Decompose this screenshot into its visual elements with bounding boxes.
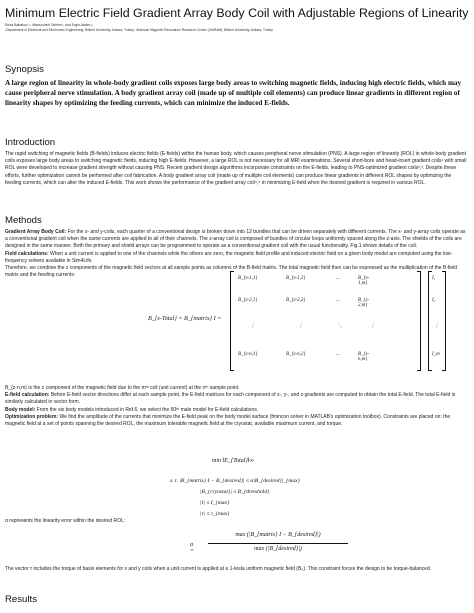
constraints-block — [170, 476, 370, 520]
fraction-bar — [208, 543, 348, 544]
field-calc-text: When a unit current is applied to one of the channels while the others are zero, the magnetic field profile and induced electric field on a given body model are computed using the low-frequency solvers available in Sim4Life. — [5, 250, 453, 264]
equation-lhs: B_{z-Total} = B_{matrix} I = — [148, 315, 222, 322]
body-model-paragraph — [5, 407, 469, 414]
efield-calc-text: Before E-field vector directions differ at each sample point, the E-field matrices for each component of x-, y-, and z-gradients are computed to obtain the total E-field. The total E-field is similarly calculated in vector form. — [5, 392, 456, 406]
gradient-array-text: For the x- and y-coils, each quarter of a conventional design is broken down into 12 bundles that can be driven separately with different currents. The x- and y-array coils operate as a conventional gradient coil when the same currents are applied to all of their channels. The z-array coil is composed of bundles of circular loops uniformly spaced along the z-axis. The shields of the coils are designed in the same manner. Both the primary and shield arrays can be programmed to operate as a conventional gradient coil with the usual functionality. Fig.1 shows details of the coil. — [5, 229, 466, 250]
matrix-cell: ⋯ — [335, 277, 340, 282]
methods-text-block-2 — [5, 385, 469, 428]
optimization-label: Optimization problem: — [5, 413, 59, 420]
body-model-label: Body model: — [5, 406, 36, 413]
matrix-cell: B_{z-2,2} — [286, 298, 306, 303]
field-calc-label: Field calculations: — [5, 250, 49, 257]
matrix-cell: B_{z-2,1} — [238, 298, 258, 303]
matrix-cell: ⋯ — [335, 299, 340, 304]
matrix-cell: B_{z-1,m} — [358, 276, 370, 286]
matrix-cell: B_{z-n,1} — [238, 352, 258, 357]
methods-heading: Methods — [5, 215, 42, 226]
introduction-heading: Introduction — [5, 137, 56, 148]
matrix-cell: ⋮ — [250, 324, 255, 329]
matrix-cell: ⋮ — [370, 324, 375, 329]
objective-function: min ‖E_{Total}‖∞ — [212, 458, 254, 464]
optimization-paragraph — [5, 414, 469, 428]
gradient-array-label: Gradient Array Body Coil: — [5, 229, 67, 235]
efield-calc-label: E-field calculation: — [5, 392, 50, 399]
introduction-text: The rapid switching of magnetic fields (B-fields) induces electric fields (E-fields) within the human body, which causes peripheral nerve stimulation (PNS). A large region of linearity (ROL) in whole-body gradient coils exposes large body areas to switching magnetic fields, inducing high E-fields. However, a large ROL is not necessary for all MRI examinations. Several short-bore and head-insert gradient coils¹ with small ROL were developed to increase gradient strength without causing PNS. Recent gradient design algorithms incorporate constraints on the E-fields, leading to PNS-optimized gradient coils²,³. Despite these efforts, further optimization cannot be performed after coil fabrication. A body gradient array coil (made up of multiple coil elements) can produce linear gradients in different ROL shapes by optimizing the feeding currents, which can alter the induced E-fields. This work shows the performance of the gradient array coil⁴,⁵ in minimizing E-field when the desired gradient is required in various ROL. — [5, 151, 467, 186]
constraint-field-error: s. t. |B_{matrix} I − B_{desired}| ≤ α|B_{desired}|_{max} — [170, 478, 300, 484]
torque-paragraph: The vector τ includes the torque of basis elements for x and y coils when a unit current is applied at a 1-tesla uniform magnetic field (B₀). This constraint forces the design to be torque-balanced. — [5, 566, 432, 572]
efield-calc-paragraph — [5, 392, 469, 406]
alpha-symbol: α = — [190, 542, 195, 554]
alpha-denominator: max (|B_{desired}|) — [254, 546, 302, 552]
matrix-cell: ⋮ — [298, 324, 303, 329]
vector-cell: I₁ — [432, 276, 436, 281]
alpha-numerator: max (|B_{matrix} I − B_{desired}|) — [235, 532, 321, 538]
alpha-intro: α represents the linearity error within the desired ROL: — [5, 518, 126, 524]
constraint-torque: |τ| ≤ τ_{max} — [200, 511, 230, 517]
matrix-cell: ⋱ — [337, 324, 342, 329]
matrix-cell: ⋯ — [335, 353, 340, 358]
vector-right-bracket — [442, 271, 446, 371]
field-calc-paragraph — [5, 251, 469, 265]
matrix-cell: B_{z-1,2} — [286, 276, 306, 281]
constraint-cryostat: |B_{cryostat}| ≤ B_{threshold} — [200, 489, 270, 495]
matrix-right-bracket — [417, 271, 421, 371]
matrix-cell: B_{z-n,m} — [358, 352, 370, 362]
matrix-cell: B_{z-n,2} — [286, 352, 306, 357]
vector-cell: I_m — [432, 352, 440, 357]
matrix-cell: B_{z-2,m} — [358, 298, 370, 308]
matrix-element-note: B_{z-n,m} is the z component of the magnetic field due to the mᵗʰ coil (unit current) at the nᵗʰ sample point. — [5, 385, 240, 391]
affiliations: ¹Department of Electrical and Electronics Engineering, Bilkent University, Ankara, Turkey; ²National Magnetic Resonance Research Center (UMRAM), Bilkent University, Ankara, Turkey — [5, 28, 273, 32]
vector-cell: ⋮ — [434, 324, 439, 329]
body-model-text: From the six body models introduced in Ref.6, we select the 50ᵗʰ male model for E-field calculations. — [35, 406, 259, 413]
matrix-cell: B_{z-1,1} — [238, 276, 258, 281]
optimization-text: We find the amplitude of the currents that minimize the E-field peak on the body model surface (fmincon solver in MATLAB's optimization toolbox). Constraints are placed on: the magnetic field at a set of points spanning the desired ROL, the maximum tolerable magnetic field at the cryostat, available maximum current, and torque. — [5, 413, 451, 428]
results-heading: Results — [5, 594, 37, 605]
gradient-array-paragraph — [5, 229, 469, 251]
bfield-matrix-paragraph: Therefore, we combine the z components of the magnetic field vectors at all sample points as columns of the B-field matrix. The total magnetic field then can be expressed as the multiplication of the B-field matrix and the feeding currents: — [5, 265, 458, 279]
synopsis-heading: Synopsis — [5, 64, 44, 75]
author-list: Reza Babaloo¹,², Mansoureh Takrimi³, and Ergin Atalar¹,² — [5, 23, 94, 27]
constraint-current: |I| ≤ I_{max} — [200, 500, 230, 506]
synopsis-text: A large region of linearity in whole-body gradient coils exposes large body areas to switching magnetic fields, inducing high electric fields, which may cause peripheral nerve stimulation. A body gradient array coil (made up of multiple coil elements) can produce linear gradients in different region of linearity shapes by optimizing the feeding currents, which can minimize the induced E-fields. — [5, 79, 462, 107]
matrix-left-bracket — [230, 271, 234, 371]
vector-cell: I₂ — [432, 298, 436, 303]
page-title: Minimum Electric Field Gradient Array Body Coil with Adjustable Regions of Linearity — [5, 6, 469, 20]
